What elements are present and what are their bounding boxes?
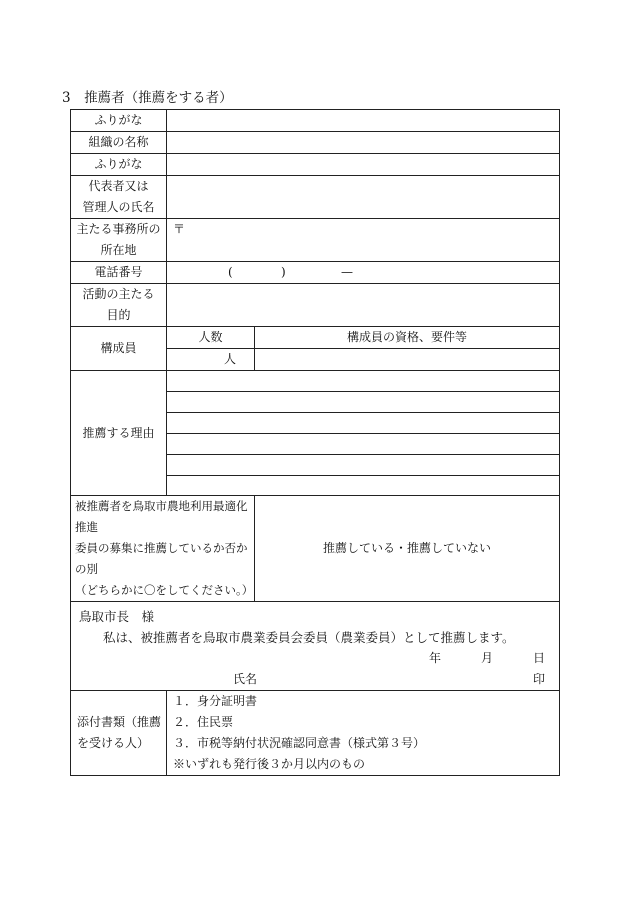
attachment-item: ３．市税等納付状況確認同意書（様式第３号）: [173, 736, 426, 750]
addressee: 鳥取市長 様: [79, 609, 155, 624]
office-address-field[interactable]: [167, 219, 560, 262]
activity-purpose-label-line1: 活動の主たる: [82, 287, 155, 301]
row-furigana-org: [71, 110, 560, 132]
attachments-label-line2: を受ける人）: [77, 736, 150, 750]
representative-label-line1: 代表者又は: [88, 179, 149, 193]
furigana-rep-field[interactable]: [167, 154, 560, 176]
recommender-form-table: [70, 109, 560, 776]
row-recruitment-question: [71, 496, 560, 602]
date-month: 月: [481, 651, 494, 665]
furigana-label-2: ふりがな: [71, 154, 167, 176]
activity-purpose-label: [71, 284, 167, 327]
recruitment-question-line3: （どちらかに〇をしてください。）: [75, 583, 254, 597]
row-phone: [71, 262, 560, 284]
members-qualification-field[interactable]: [255, 349, 560, 371]
name-label: 氏名: [233, 672, 258, 686]
attachment-item: １．身分証明書: [173, 694, 258, 708]
phone-field[interactable]: [167, 262, 560, 284]
representative-label: [71, 176, 167, 219]
phone-open-paren: (: [228, 265, 233, 279]
row-activity-purpose: [71, 284, 560, 327]
activity-purpose-field[interactable]: [167, 284, 560, 327]
attachments-label: [71, 691, 167, 776]
recruitment-question-line1: 被推薦者を鳥取市農地利用最適化推進: [75, 499, 248, 534]
attachment-item: ２．住民票: [173, 715, 234, 729]
members-unit: 人: [223, 352, 236, 366]
recruitment-options[interactable]: 推薦している・推薦していない: [255, 496, 560, 602]
row-attachments: [71, 691, 560, 776]
furigana-org-field[interactable]: [167, 110, 560, 132]
activity-purpose-label-line2: 目的: [106, 308, 131, 322]
members-label: 構成員: [71, 327, 167, 371]
phone-label: 電話番号: [71, 262, 167, 284]
members-count-field[interactable]: [167, 349, 255, 371]
postal-mark: 〒: [173, 222, 186, 236]
row-furigana-rep: [71, 154, 560, 176]
attachments-list: [167, 691, 560, 776]
row-office-address: [71, 219, 560, 262]
attachments-label-line1: 添付書類（推薦: [77, 715, 162, 729]
declaration-block: [71, 602, 560, 691]
members-count-header: 人数: [167, 327, 255, 349]
office-address-label-line1: 主たる事務所の: [76, 222, 161, 236]
reason-line[interactable]: [167, 455, 560, 476]
representative-label-line2: 管理人の氏名: [82, 200, 155, 214]
office-address-label-line2: 所在地: [100, 243, 137, 257]
reason-line[interactable]: [167, 392, 560, 413]
row-members-header: [71, 327, 560, 349]
recruitment-question-line2: 委員の募集に推薦しているか否かの別: [75, 541, 248, 576]
members-qualification-header: 構成員の資格、要件等: [255, 327, 560, 349]
row-representative: [71, 176, 560, 219]
org-name-label: 組織の名称: [71, 132, 167, 154]
reason-line[interactable]: [167, 476, 560, 496]
date-year: 年: [429, 651, 442, 665]
reason-label: 推薦する理由: [71, 371, 167, 496]
date-day: 日: [533, 651, 546, 665]
reason-line[interactable]: [167, 371, 560, 392]
recruitment-question: [71, 496, 255, 602]
furigana-label: ふりがな: [71, 110, 167, 132]
reason-line[interactable]: [167, 413, 560, 434]
row-org-name: [71, 132, 560, 154]
declaration-statement: 私は、被推薦者を鳥取市農業委員会委員（農業委員）として推薦します。: [103, 630, 515, 645]
org-name-field[interactable]: [167, 132, 560, 154]
row-reason-1: [71, 371, 560, 392]
office-address-label: [71, 219, 167, 262]
phone-dash: —: [341, 265, 353, 279]
representative-name-field[interactable]: [167, 176, 560, 219]
section-heading: 3 推薦者（推薦をする者）: [62, 90, 233, 106]
row-declaration: [71, 602, 560, 691]
phone-close-paren: ): [281, 265, 286, 279]
reason-line[interactable]: [167, 434, 560, 455]
attachments-note: ※いずれも発行後３か月以内のもの: [173, 757, 366, 771]
seal-mark: 印: [533, 672, 546, 686]
